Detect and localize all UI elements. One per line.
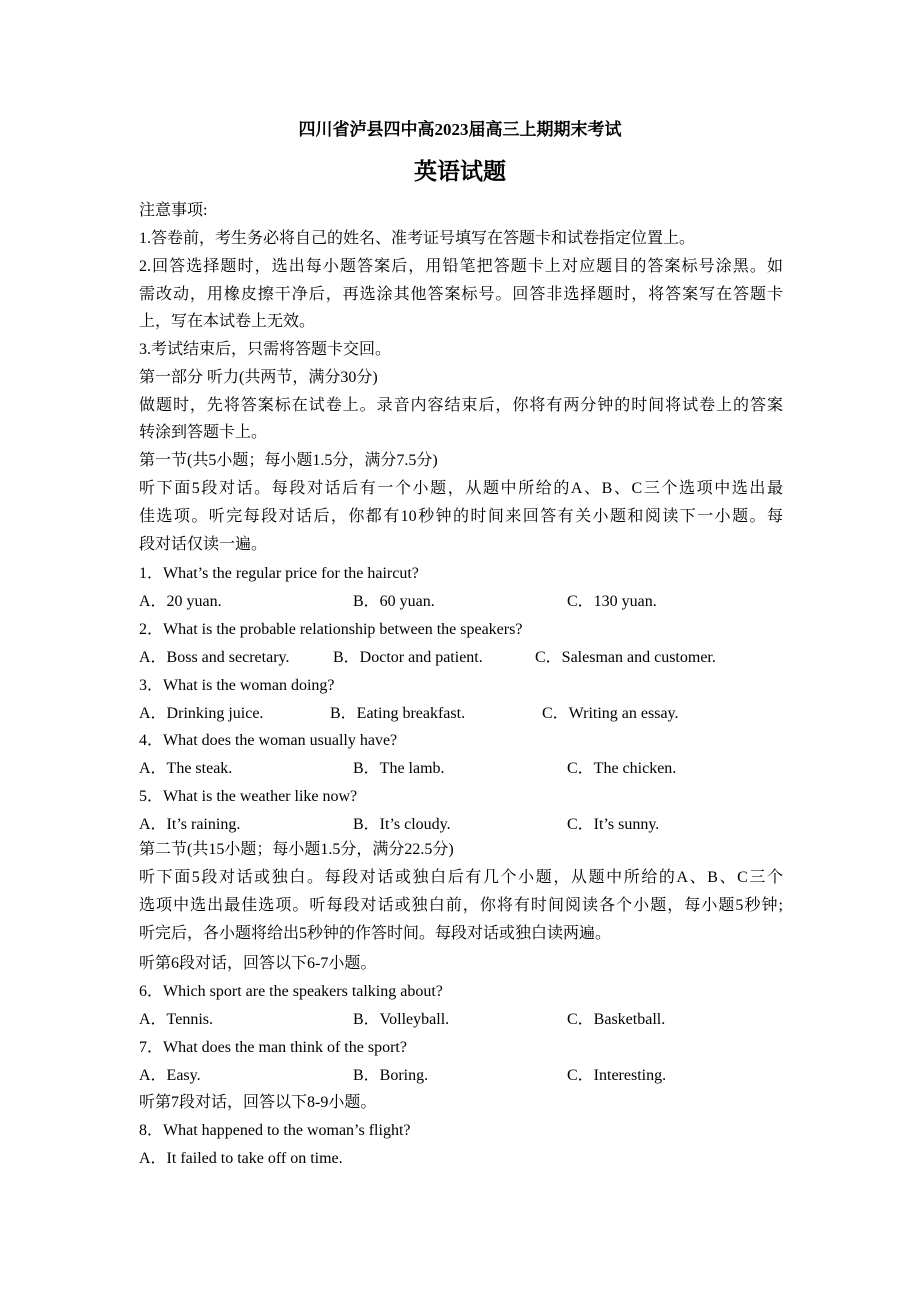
option-c: C．It’s sunny. — [567, 816, 660, 833]
question-4: 4．What does the woman usually have? — [139, 732, 398, 749]
option-a: A．Drinking juice. — [139, 705, 264, 722]
section1-intro: 听下面5段对话。每段对话后有一个小题，从题中所给的A、B、C三个选项中选出最 — [139, 480, 783, 497]
question-6: 6．Which sport are the speakers talking about? — [139, 983, 443, 1000]
dialog-7-instruction: 听第7段对话，回答以下8-9小题。 — [139, 1094, 377, 1111]
option-c: C．Writing an essay. — [542, 705, 679, 722]
option-b: B．Boring. — [353, 1067, 429, 1084]
option-a: A．20 yuan. — [139, 593, 222, 610]
dialog-6-instruction: 听第6段对话，回答以下6-7小题。 — [139, 955, 377, 972]
section2-heading: 第二节(共15小题；每小题1.5分，满分22.5分) — [139, 841, 454, 858]
option-a: A．It failed to take off on time. — [139, 1150, 343, 1167]
option-a: A．It’s raining. — [139, 816, 241, 833]
section1-heading: 第一节(共5小题；每小题1.5分，满分7.5分) — [139, 452, 438, 469]
section2-intro: 选项中选出最佳选项。听每段对话或独白前，你将有时间阅读各个小题，每小题5秒钟; — [139, 897, 783, 914]
question-1: 1．What’s the regular price for the haircut? — [139, 565, 419, 582]
option-c: C．Salesman and customer. — [535, 649, 716, 666]
exam-title: 四川省泸县四中高2023届高三上期期末考试 — [298, 120, 622, 139]
note-line: 2.回答选择题时，选出每小题答案后，用铅笔把答题卡上对应题目的答案标号涂黑。如 — [139, 258, 783, 275]
option-b: B．Eating breakfast. — [330, 705, 466, 722]
question-5: 5．What is the weather like now? — [139, 788, 358, 805]
option-a: A．Easy. — [139, 1067, 201, 1084]
option-b: B．Volleyball. — [353, 1011, 450, 1028]
section2-intro: 听下面5段对话或独白。每段对话或独白后有几个小题，从题中所给的A、B、C三个 — [139, 869, 783, 886]
question-7: 7．What does the man think of the sport? — [139, 1039, 407, 1056]
part1-heading: 第一部分 听力(共两节，满分30分) — [139, 369, 378, 386]
question-8: 8．What happened to the woman’s flight? — [139, 1122, 411, 1139]
option-a: A．Tennis. — [139, 1011, 213, 1028]
option-b: B．Doctor and patient. — [333, 649, 483, 666]
option-c: C．Interesting. — [567, 1067, 667, 1084]
section2-intro: 听完后，各小题将给出5秒钟的作答时间。每段对话或独白读两遍。 — [139, 925, 612, 942]
question-2: 2．What is the probable relationship between the speakers? — [139, 621, 523, 638]
note-line: 1.答卷前，考生务必将自己的姓名、准考证号填写在答题卡和试卷指定位置上。 — [139, 230, 696, 247]
option-a: A．Boss and secretary. — [139, 649, 290, 666]
section1-intro: 佳选项。听完每段对话后，你都有10秒钟的时间来回答有关小题和阅读下一小题。每 — [139, 508, 783, 525]
section1-intro: 段对话仅读一遍。 — [139, 536, 268, 553]
option-b: B．It’s cloudy. — [353, 816, 451, 833]
question-3: 3．What is the woman doing? — [139, 677, 335, 694]
note-line: 3.考试结束后，只需将答题卡交回。 — [139, 341, 392, 358]
option-a: A．The steak. — [139, 760, 233, 777]
option-c: C．Basketball. — [567, 1011, 666, 1028]
note-line: 需改动，用橡皮擦干净后，再选涂其他答案标号。回答非选择题时，将答案写在答题卡 — [139, 286, 783, 303]
note-line: 上，写在本试卷上无效。 — [139, 313, 316, 330]
part1-intro: 转涂到答题卡上。 — [139, 424, 268, 441]
notes-heading: 注意事项: — [139, 202, 208, 219]
part1-intro: 做题时，先将答案标在试卷上。录音内容结束后，你将有两分钟的时间将试卷上的答案 — [139, 397, 783, 414]
option-c: C．The chicken. — [567, 760, 677, 777]
exam-subtitle: 英语试题 — [414, 159, 506, 184]
option-b: B．60 yuan. — [353, 593, 435, 610]
option-b: B．The lamb. — [353, 760, 445, 777]
option-c: C．130 yuan. — [567, 593, 657, 610]
